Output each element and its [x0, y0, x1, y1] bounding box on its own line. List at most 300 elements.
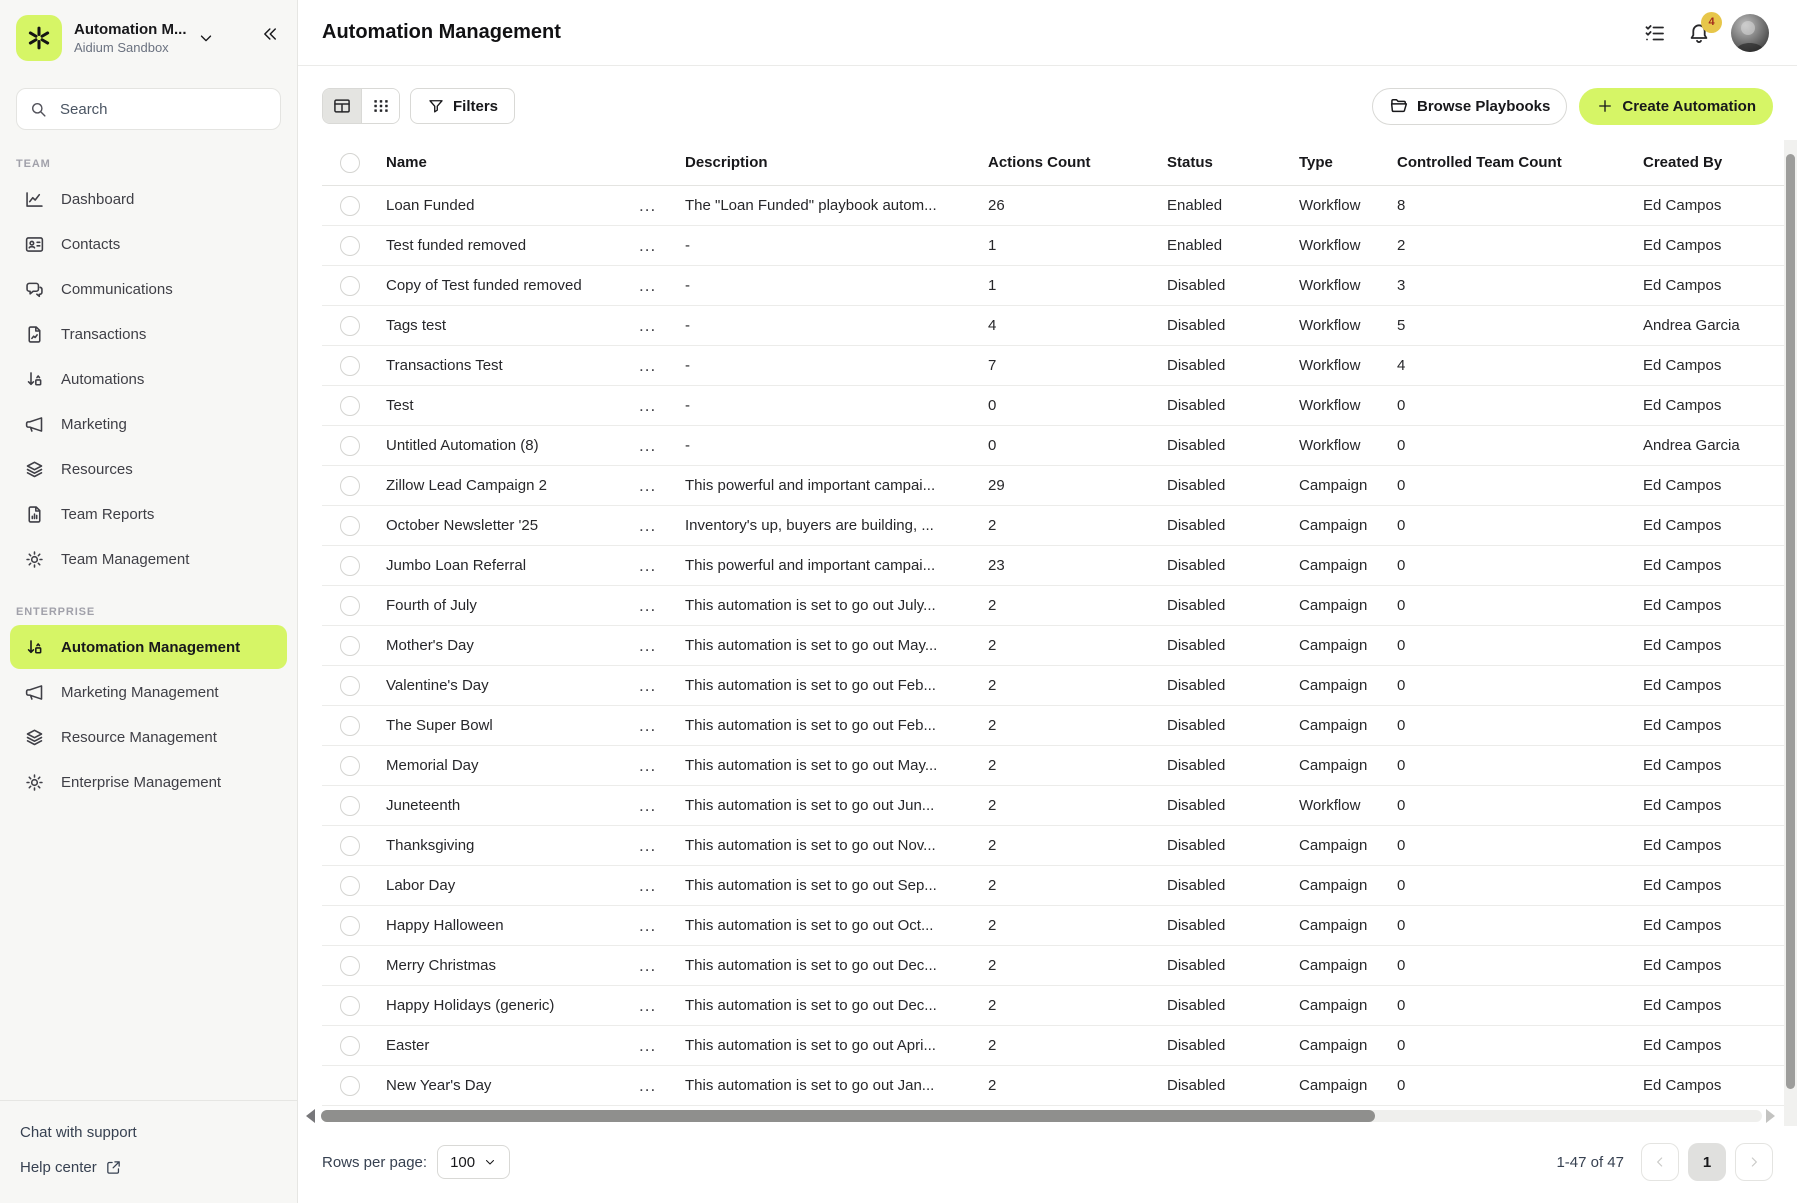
row-checkbox-cell: [322, 1076, 386, 1096]
cell-type: Campaign: [1299, 997, 1368, 1014]
workspace-text: [74, 21, 187, 55]
table-row[interactable]: [322, 346, 1785, 386]
cell-name: Copy of Test funded removed: [386, 277, 582, 294]
prev-page-button[interactable]: [1641, 1143, 1679, 1181]
row-more-cell: [639, 717, 685, 735]
cell-status: Disabled: [1167, 677, 1226, 694]
row-checkbox[interactable]: [340, 676, 360, 696]
next-page-button[interactable]: [1735, 1143, 1773, 1181]
table-view-icon: [332, 96, 352, 116]
row-checkbox[interactable]: [340, 916, 360, 936]
sidebar-item-team-reports[interactable]: [10, 492, 287, 536]
cell-description: -: [685, 317, 690, 334]
row-checkbox[interactable]: [340, 836, 360, 856]
row-checkbox[interactable]: [340, 956, 360, 976]
col-type: Type: [1299, 154, 1333, 171]
table-row[interactable]: [322, 1066, 1785, 1106]
cell-controlled-team-count: 0: [1397, 517, 1406, 534]
vertical-scrollbar-thumb[interactable]: [1786, 154, 1795, 1089]
cell-description: The "Loan Funded" playbook autom...: [685, 197, 937, 214]
row-checkbox-cell: [322, 396, 386, 416]
cell-name: Untitled Automation (8): [386, 437, 539, 454]
cell-actions-count: 2: [988, 597, 997, 614]
row-more-icon[interactable]: ...: [639, 956, 657, 975]
automation-icon: [24, 637, 45, 658]
cell-type: Workflow: [1299, 797, 1361, 814]
cell-type: Campaign: [1299, 557, 1368, 574]
chart-line-icon: [24, 189, 45, 210]
cell-created-by: Ed Campos: [1643, 357, 1722, 374]
sidebar-item-communications[interactable]: [10, 267, 287, 311]
sidebar-item-label: Team Management: [61, 550, 190, 568]
cell-status: Enabled: [1167, 197, 1223, 214]
table-row[interactable]: [322, 786, 1785, 826]
cell-type: Campaign: [1299, 597, 1368, 614]
row-checkbox[interactable]: [340, 396, 360, 416]
select-all-checkbox[interactable]: [340, 153, 360, 173]
avatar[interactable]: [1731, 14, 1769, 52]
row-checkbox[interactable]: [340, 1036, 360, 1056]
megaphone-icon: [24, 414, 45, 435]
cell-created-by: Ed Campos: [1643, 1077, 1722, 1094]
table-row[interactable]: [322, 706, 1785, 746]
row-more-cell: [639, 477, 685, 495]
cell-actions-count: 2: [988, 717, 997, 734]
row-more-icon[interactable]: ...: [639, 636, 657, 655]
cell-created-by: Ed Campos: [1643, 997, 1722, 1014]
sidebar-item-resource-management[interactable]: [10, 715, 287, 759]
cell-type: Workflow: [1299, 397, 1361, 414]
filters-label: Filters: [453, 97, 499, 115]
row-checkbox-cell: [322, 356, 386, 376]
row-more-icon[interactable]: ...: [639, 1036, 657, 1055]
row-checkbox-cell: [322, 436, 386, 456]
browse-playbooks-button[interactable]: [1372, 88, 1567, 125]
cell-description: This automation is set to go out July...: [685, 597, 936, 614]
horizontal-scrollbar-track[interactable]: [321, 1110, 1762, 1122]
sidebar-item-transactions[interactable]: [10, 312, 287, 356]
cell-created-by: Ed Campos: [1643, 717, 1722, 734]
cell-controlled-team-count: 0: [1397, 877, 1406, 894]
row-checkbox-cell: [322, 716, 386, 736]
horizontal-scrollbar-thumb[interactable]: [321, 1110, 1375, 1122]
cell-controlled-team-count: 0: [1397, 1037, 1406, 1054]
cell-description: -: [685, 397, 690, 414]
row-more-cell: [639, 837, 685, 855]
view-toggle: [322, 88, 400, 124]
row-more-icon[interactable]: ...: [639, 516, 657, 535]
cell-description: This automation is set to go out Feb...: [685, 677, 936, 694]
cell-status: Disabled: [1167, 317, 1226, 334]
cell-name: Mother's Day: [386, 637, 474, 654]
row-checkbox[interactable]: [340, 236, 360, 256]
pagination-range: 1-47 of 47: [1556, 1153, 1624, 1171]
cell-description: This automation is set to go out Oct...: [685, 917, 934, 934]
chevron-right-icon: [1746, 1154, 1762, 1170]
layers-icon: [24, 459, 45, 480]
search-box[interactable]: [16, 88, 281, 130]
row-checkbox[interactable]: [340, 276, 360, 296]
cell-controlled-team-count: 3: [1397, 277, 1406, 294]
cell-name: Fourth of July: [386, 597, 477, 614]
document-icon: [24, 324, 45, 345]
help-center-link[interactable]: [20, 1150, 277, 1185]
row-more-icon[interactable]: ...: [639, 276, 657, 295]
contact-card-icon: [24, 234, 45, 255]
table-row[interactable]: [322, 186, 1785, 226]
table-row[interactable]: [322, 866, 1785, 906]
row-checkbox[interactable]: [340, 436, 360, 456]
sidebar-item-marketing-management[interactable]: [10, 670, 287, 714]
table-row[interactable]: [322, 546, 1785, 586]
cell-type: Campaign: [1299, 757, 1368, 774]
cell-status: Disabled: [1167, 877, 1226, 894]
plus-icon: [1596, 97, 1614, 115]
chevron-down-icon[interactable]: [197, 29, 215, 47]
filters-button[interactable]: [410, 88, 515, 124]
row-checkbox-cell: [322, 676, 386, 696]
row-checkbox-cell: [322, 996, 386, 1016]
cell-status: Disabled: [1167, 637, 1226, 654]
cell-created-by: Ed Campos: [1643, 277, 1722, 294]
row-more-icon[interactable]: ...: [639, 236, 657, 255]
row-more-cell: [639, 637, 685, 655]
horizontal-scrollbar: [298, 1106, 1797, 1126]
report-icon: [24, 504, 45, 525]
row-more-icon[interactable]: ...: [639, 596, 657, 615]
cell-description: This powerful and important campai...: [685, 557, 936, 574]
sidebar: [0, 0, 298, 1203]
cell-controlled-team-count: 0: [1397, 717, 1406, 734]
cell-created-by: Andrea Garcia: [1643, 437, 1740, 454]
cell-actions-count: 7: [988, 357, 997, 374]
pagination: [1556, 1143, 1773, 1181]
cell-actions-count: 0: [988, 397, 997, 414]
chat-bubbles-icon: [24, 279, 45, 300]
cell-created-by: Ed Campos: [1643, 197, 1722, 214]
sidebar-item-label: Enterprise Management: [61, 773, 222, 791]
cell-status: Disabled: [1167, 357, 1226, 374]
col-controlled-team-count: Controlled Team Count: [1397, 154, 1562, 171]
table-row[interactable]: [322, 226, 1785, 266]
row-checkbox-cell: [322, 796, 386, 816]
cell-created-by: Ed Campos: [1643, 877, 1722, 894]
create-automation-label: Create Automation: [1622, 97, 1756, 115]
workspace-switcher[interactable]: [16, 12, 285, 64]
cell-name: October Newsletter '25: [386, 517, 539, 534]
cell-controlled-team-count: 0: [1397, 957, 1406, 974]
row-more-icon[interactable]: ...: [639, 876, 657, 895]
cell-status: Disabled: [1167, 557, 1226, 574]
cell-actions-count: 26: [988, 197, 1005, 214]
cell-status: Disabled: [1167, 757, 1226, 774]
task-list-icon[interactable]: [1643, 21, 1667, 45]
cell-type: Workflow: [1299, 277, 1361, 294]
automation-icon: [24, 369, 45, 390]
row-more-cell: [639, 1037, 685, 1055]
cell-controlled-team-count: 0: [1397, 677, 1406, 694]
row-more-icon[interactable]: ...: [639, 676, 657, 695]
chat-with-support-link[interactable]: [20, 1115, 277, 1150]
cell-controlled-team-count: 0: [1397, 597, 1406, 614]
cell-name: Memorial Day: [386, 757, 479, 774]
cell-name: New Year's Day: [386, 1077, 492, 1094]
cell-created-by: Ed Campos: [1643, 797, 1722, 814]
row-checkbox[interactable]: [340, 716, 360, 736]
col-name: Name: [386, 154, 427, 171]
cell-controlled-team-count: 8: [1397, 197, 1406, 214]
row-more-icon[interactable]: ...: [639, 356, 657, 375]
row-more-icon[interactable]: ...: [639, 716, 657, 735]
row-more-icon[interactable]: ...: [639, 996, 657, 1015]
table-row[interactable]: [322, 946, 1785, 986]
row-more-cell: [639, 397, 685, 415]
row-more-cell: [639, 357, 685, 375]
row-more-cell: [639, 237, 685, 255]
cell-description: This automation is set to go out Apri...: [685, 1037, 936, 1054]
cell-actions-count: 2: [988, 757, 997, 774]
gear-icon: [24, 549, 45, 570]
row-checkbox[interactable]: [340, 516, 360, 536]
page-title: Automation Management: [322, 21, 561, 43]
row-checkbox[interactable]: [340, 596, 360, 616]
row-more-icon[interactable]: ...: [639, 196, 657, 215]
cell-status: Disabled: [1167, 957, 1226, 974]
sidebar-item-marketing[interactable]: [10, 402, 287, 446]
notifications-bell-icon[interactable]: [1687, 16, 1715, 45]
row-checkbox-cell: [322, 596, 386, 616]
cell-created-by: Ed Campos: [1643, 517, 1722, 534]
app-logo: [16, 15, 62, 61]
row-checkbox[interactable]: [340, 196, 360, 216]
row-checkbox-cell: [322, 236, 386, 256]
sidebar-item-contacts[interactable]: [10, 222, 287, 266]
row-checkbox-cell: [322, 196, 386, 216]
row-checkbox[interactable]: [340, 476, 360, 496]
browse-playbooks-label: Browse Playbooks: [1416, 97, 1551, 115]
row-checkbox[interactable]: [340, 796, 360, 816]
table-header-row: [322, 140, 1785, 186]
cell-controlled-team-count: 0: [1397, 917, 1406, 934]
cell-status: Disabled: [1167, 837, 1226, 854]
cell-name: Happy Holidays (generic): [386, 997, 555, 1014]
search-input[interactable]: [58, 100, 268, 119]
row-checkbox-cell: [322, 636, 386, 656]
row-checkbox[interactable]: [340, 996, 360, 1016]
sidebar-item-label: Automations: [61, 370, 145, 388]
table-row[interactable]: [322, 466, 1785, 506]
sidebar-collapse-icon[interactable]: [259, 24, 279, 44]
toolbar: [322, 88, 1773, 124]
sidebar-item-label: Contacts: [61, 235, 121, 253]
cell-actions-count: 2: [988, 797, 997, 814]
cell-created-by: Ed Campos: [1643, 397, 1722, 414]
cell-controlled-team-count: 0: [1397, 757, 1406, 774]
row-more-icon[interactable]: ...: [639, 836, 657, 855]
table-row[interactable]: [322, 586, 1785, 626]
cell-created-by: Ed Campos: [1643, 557, 1722, 574]
row-more-cell: [639, 437, 685, 455]
row-checkbox-cell: [322, 836, 386, 856]
cell-status: Disabled: [1167, 917, 1226, 934]
row-more-icon[interactable]: ...: [639, 916, 657, 935]
table-row[interactable]: [322, 506, 1785, 546]
cell-actions-count: 2: [988, 957, 997, 974]
row-more-icon[interactable]: ...: [639, 1076, 657, 1095]
row-more-icon[interactable]: ...: [639, 556, 657, 575]
row-more-cell: [639, 317, 685, 335]
row-more-icon[interactable]: ...: [639, 476, 657, 495]
cell-status: Disabled: [1167, 397, 1226, 414]
sidebar-item-label: Team Reports: [61, 505, 155, 523]
row-more-icon[interactable]: ...: [639, 316, 657, 335]
cell-name: Jumbo Loan Referral: [386, 557, 527, 574]
row-checkbox-cell: [322, 516, 386, 536]
notification-badge: 4: [1701, 12, 1722, 33]
table-row[interactable]: [322, 1026, 1785, 1066]
sidebar-item-label: Resources: [61, 460, 133, 478]
cell-controlled-team-count: 4: [1397, 357, 1406, 374]
row-checkbox[interactable]: [340, 756, 360, 776]
sidebar-item-dashboard[interactable]: [10, 177, 287, 221]
row-checkbox[interactable]: [340, 556, 360, 576]
sidebar-item-label: Communications: [61, 280, 173, 298]
table-row[interactable]: [322, 986, 1785, 1026]
sidebar-item-resources[interactable]: [10, 447, 287, 491]
external-link-icon: [105, 1159, 122, 1176]
link-label: Chat with support: [20, 1124, 137, 1141]
scroll-right-arrow[interactable]: [1766, 1109, 1775, 1123]
sidebar-item-automations[interactable]: [10, 357, 287, 401]
row-checkbox[interactable]: [340, 876, 360, 896]
cell-actions-count: 2: [988, 877, 997, 894]
row-checkbox[interactable]: [340, 636, 360, 656]
cell-name: Transactions Test: [386, 357, 503, 374]
cell-actions-count: 2: [988, 997, 997, 1014]
row-more-icon[interactable]: ...: [639, 796, 657, 815]
chevron-left-icon: [1652, 1154, 1668, 1170]
cell-description: This powerful and important campai...: [685, 477, 936, 494]
row-more-icon[interactable]: ...: [639, 436, 657, 455]
table-row[interactable]: [322, 426, 1785, 466]
table-row[interactable]: [322, 666, 1785, 706]
create-automation-button[interactable]: [1579, 88, 1773, 125]
row-checkbox-cell: [322, 876, 386, 896]
scroll-left-arrow[interactable]: [306, 1109, 315, 1123]
table-row[interactable]: [322, 386, 1785, 426]
cell-description: This automation is set to go out Feb...: [685, 717, 936, 734]
cell-name: Labor Day: [386, 877, 456, 894]
cell-name: Tags test: [386, 317, 447, 334]
cell-type: Campaign: [1299, 837, 1368, 854]
sidebar-item-label: Dashboard: [61, 190, 135, 208]
row-checkbox[interactable]: [340, 316, 360, 336]
table-row[interactable]: [322, 626, 1785, 666]
cell-controlled-team-count: 0: [1397, 1077, 1406, 1094]
row-checkbox-cell: [322, 276, 386, 296]
table-view-button[interactable]: [323, 89, 361, 123]
row-checkbox[interactable]: [340, 356, 360, 376]
cell-type: Campaign: [1299, 477, 1368, 494]
row-checkbox-cell: [322, 956, 386, 976]
cell-controlled-team-count: 0: [1397, 837, 1406, 854]
table-row[interactable]: [322, 906, 1785, 946]
sidebar-item-label: Marketing: [61, 415, 127, 433]
table-row[interactable]: [322, 266, 1785, 306]
row-checkbox-cell: [322, 316, 386, 336]
cell-status: Disabled: [1167, 277, 1226, 294]
row-more-icon[interactable]: ...: [639, 396, 657, 415]
cell-actions-count: 2: [988, 677, 997, 694]
sidebar-nav: [0, 148, 297, 805]
cell-description: -: [685, 237, 690, 254]
row-more-icon[interactable]: ...: [639, 756, 657, 775]
cell-name: Happy Halloween: [386, 917, 504, 934]
row-more-cell: [639, 797, 685, 815]
grid-view-button[interactable]: [361, 89, 399, 123]
rows-per-page-select[interactable]: [437, 1145, 510, 1179]
row-checkbox-cell: [322, 476, 386, 496]
cell-description: -: [685, 277, 690, 294]
cell-name: Juneteenth: [386, 797, 461, 814]
cell-description: This automation is set to go out May...: [685, 757, 938, 774]
cell-type: Campaign: [1299, 957, 1368, 974]
chevron-down-icon: [483, 1155, 497, 1169]
table-row[interactable]: [322, 306, 1785, 346]
table-row[interactable]: [322, 826, 1785, 866]
sidebar-item-enterprise-management[interactable]: [10, 760, 287, 804]
row-more-cell: [639, 1077, 685, 1095]
table-body: [322, 186, 1785, 1106]
cell-name: Valentine's Day: [386, 677, 489, 694]
cell-type: Campaign: [1299, 917, 1368, 934]
rows-per-page-value: 100: [450, 1153, 476, 1171]
cell-description: This automation is set to go out Jan...: [685, 1077, 935, 1094]
cell-type: Campaign: [1299, 717, 1368, 734]
cell-created-by: Ed Campos: [1643, 837, 1722, 854]
cell-description: This automation is set to go out May...: [685, 637, 938, 654]
row-checkbox-cell: [322, 556, 386, 576]
cell-created-by: Andrea Garcia: [1643, 317, 1740, 334]
cell-controlled-team-count: 0: [1397, 477, 1406, 494]
cell-created-by: Ed Campos: [1643, 917, 1722, 934]
vertical-scrollbar[interactable]: [1784, 140, 1797, 1126]
row-more-cell: [639, 997, 685, 1015]
row-checkbox[interactable]: [340, 1076, 360, 1096]
cell-description: Inventory's up, buyers are building, ...: [685, 517, 934, 534]
sidebar-item-automation-management[interactable]: [10, 625, 287, 669]
cell-created-by: Ed Campos: [1643, 237, 1722, 254]
cell-name: Test: [386, 397, 414, 414]
sidebar-item-team-management[interactable]: [10, 537, 287, 581]
page-number-button[interactable]: 1: [1688, 1143, 1726, 1181]
nav-section-label-team: TEAM: [16, 158, 51, 170]
cell-description: -: [685, 437, 690, 454]
cell-description: This automation is set to go out Sep...: [685, 877, 937, 894]
col-created-by: Created By: [1643, 154, 1723, 171]
col-status: Status: [1167, 154, 1213, 171]
cell-status: Disabled: [1167, 477, 1226, 494]
cell-name: Easter: [386, 1037, 430, 1054]
row-checkbox-cell: [322, 916, 386, 936]
cell-status: Disabled: [1167, 717, 1226, 734]
table-row[interactable]: [322, 746, 1785, 786]
cell-status: Disabled: [1167, 1037, 1226, 1054]
sidebar-item-label: Transactions: [61, 325, 147, 343]
cell-actions-count: 29: [988, 477, 1005, 494]
cell-type: Workflow: [1299, 437, 1361, 454]
cell-status: Disabled: [1167, 437, 1226, 454]
